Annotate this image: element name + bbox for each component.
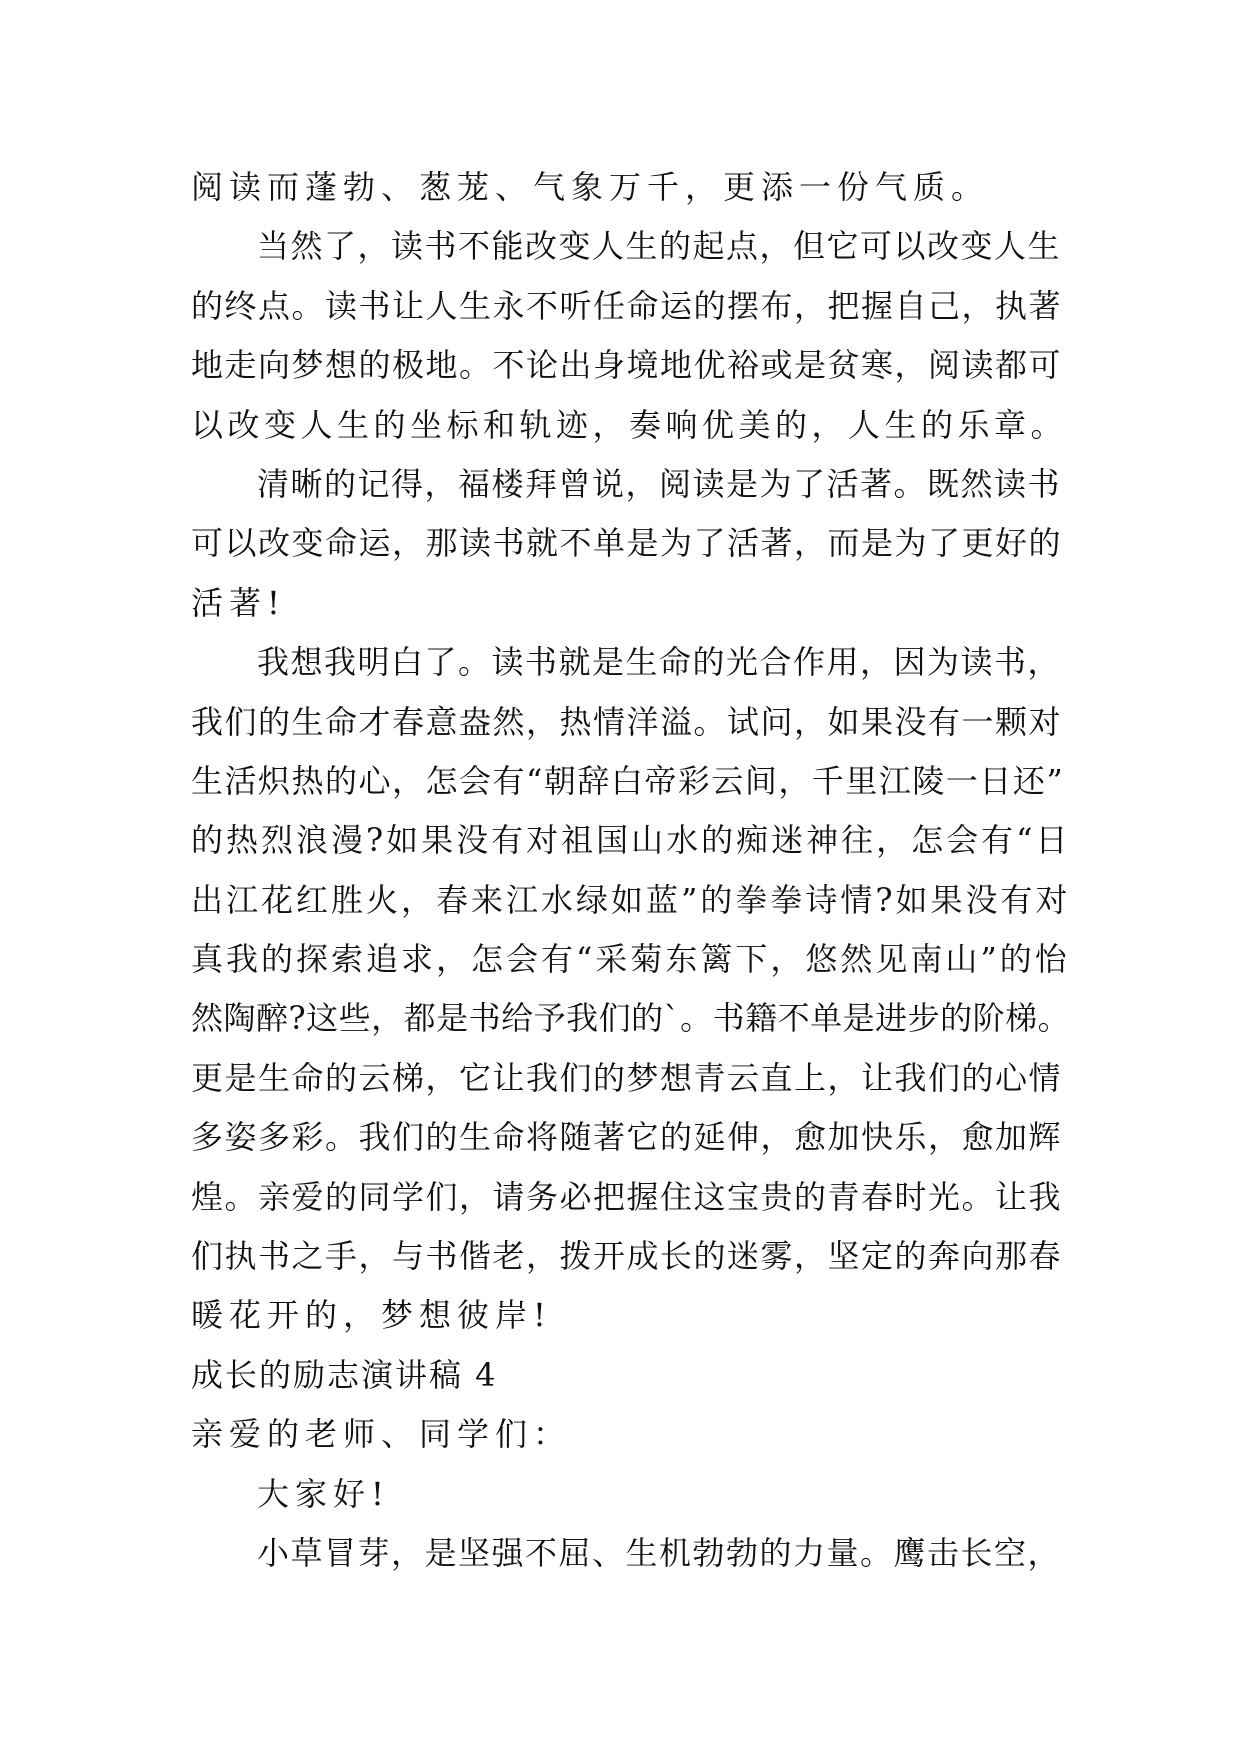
- text-line: 的热烈浪漫?如果没有对祖国山水的痴迷神往，怎会有“日: [191, 821, 1071, 860]
- text-line: 更是生命的云梯，它让我们的梦想青云直上，让我们的心情: [191, 1058, 1063, 1097]
- greeting-line: 大家好!: [257, 1474, 390, 1513]
- text-line: 然陶醉?这些，都是书给予我们的`。书籍不单是进步的阶梯。: [191, 999, 1071, 1038]
- paragraph-start-line: 我想我明白了。读书就是生命的光合作用，因为读书，: [257, 643, 1062, 682]
- text-line: 煌。亲爱的同学们，请务必把握住这宝贵的青春时光。让我: [191, 1177, 1063, 1216]
- paragraph-start-line: 当然了，读书不能改变人生的起点，但它可以改变人生: [257, 227, 1062, 266]
- section-heading: 成长的励志演讲稿 4: [191, 1355, 498, 1394]
- text-line: 的终点。读书让人生永不听任命运的摆布，把握自己，执著: [191, 286, 1063, 325]
- text-line: 可以改变命运，那读书就不单是为了活著，而是为了更好的: [191, 524, 1063, 563]
- text-line: 真我的探索追求，怎会有“采菊东篱下，悠然见南山”的怡: [191, 940, 1070, 979]
- text-line: 暖花开的，梦想彼岸!: [191, 1296, 552, 1335]
- text-line: 以改变人生的坐标和轨迹，奏响优美的，人生的乐章。: [191, 405, 1068, 444]
- paragraph-start-line: 清晰的记得，福楼拜曾说，阅读是为了活著。既然读书: [257, 464, 1062, 503]
- text-line: 我们的生命才春意盎然，热情洋溢。试问，如果没有一颗对: [191, 702, 1063, 741]
- text-line: 生活炽热的心，怎会有“朝辞白帝彩云间，千里江陵一日还”: [191, 761, 1065, 800]
- document-body: [191, 158, 1071, 1583]
- text-line: 们执书之手，与书偕老，拨开成长的迷雾，坚定的奔向那春: [191, 1237, 1063, 1276]
- salutation-line: 亲爱的老师、同学们：: [191, 1415, 572, 1454]
- paragraph-start-line: 小草冒芽，是坚强不屈、生机勃勃的力量。鹰击长空，: [257, 1533, 1062, 1572]
- text-line: 出江花红胜火，春来江水绿如蓝”的拳拳诗情?如果没有对: [191, 880, 1071, 919]
- text-line: 地走向梦想的极地。不论出身境地优裕或是贫寒，阅读都可: [191, 346, 1063, 385]
- text-line: 多姿多彩。我们的生命将随著它的延伸，愈加快乐，愈加辉: [191, 1118, 1063, 1157]
- text-line: 活著!: [191, 583, 286, 622]
- text-line: 阅读而蓬勃、葱茏、气象万千，更添一份气质。: [191, 168, 990, 206]
